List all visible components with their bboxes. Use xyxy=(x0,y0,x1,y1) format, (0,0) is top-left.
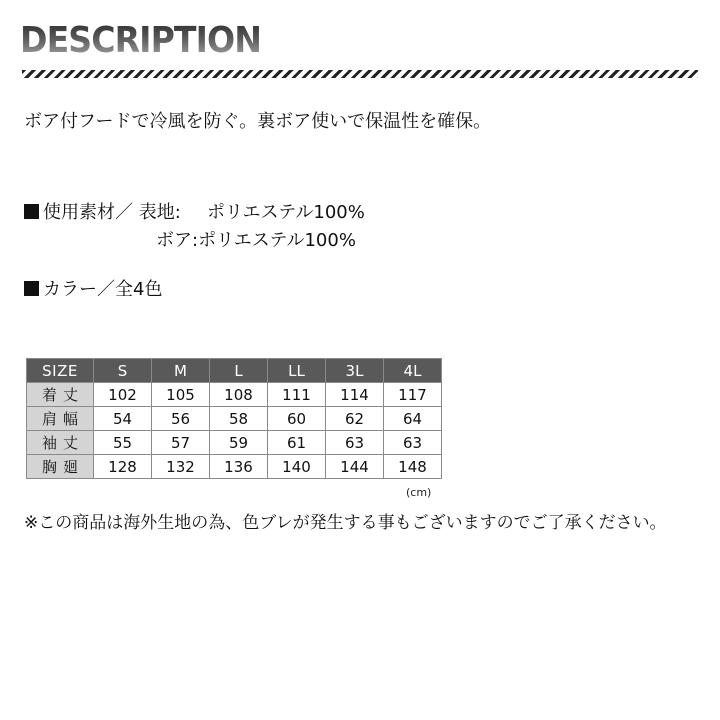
size-header-cell: M xyxy=(152,359,210,383)
materials-outer-value: ポリエステル100% xyxy=(207,202,365,223)
table-cell: 148 xyxy=(384,455,442,479)
table-cell: 144 xyxy=(326,455,384,479)
row-label: 着丈 xyxy=(27,383,94,407)
table-row xyxy=(27,383,442,407)
table-cell: 64 xyxy=(384,407,442,431)
table-cell: 54 xyxy=(94,407,152,431)
table-cell: 55 xyxy=(94,431,152,455)
table-cell: 58 xyxy=(210,407,268,431)
row-label: 袖丈 xyxy=(27,431,94,455)
table-cell: 61 xyxy=(268,431,326,455)
table-row xyxy=(27,431,442,455)
table-cell: 57 xyxy=(152,431,210,455)
table-cell: 56 xyxy=(152,407,210,431)
table-cell: 140 xyxy=(268,455,326,479)
table-cell: 63 xyxy=(384,431,442,455)
materials-label-line xyxy=(24,201,181,225)
unit-label: (cm) xyxy=(406,486,432,499)
materials-label: 使用素材／ 表地: xyxy=(43,202,181,223)
size-header-cell: 4L xyxy=(384,359,442,383)
table-cell: 132 xyxy=(152,455,210,479)
materials-boa-line xyxy=(156,229,356,253)
row-label: 肩幅 xyxy=(27,407,94,431)
product-intro: ボア付フードで冷風を防ぐ。裏ボア使いで保温性を確保。 xyxy=(24,111,492,132)
color-line xyxy=(24,278,162,302)
table-cell: 108 xyxy=(210,383,268,407)
heading-divider xyxy=(22,70,698,78)
table-cell: 114 xyxy=(326,383,384,407)
materials-outer-fabric xyxy=(207,201,365,225)
color-variance-note: ※この商品は海外生地の為、色ブレが発生する事もございますのでご了承ください。 xyxy=(24,513,667,533)
table-cell: 105 xyxy=(152,383,210,407)
bullet-square-icon xyxy=(24,281,39,296)
size-header-label: SIZE xyxy=(27,359,94,383)
page-title: DESCRIPTION xyxy=(20,14,261,68)
table-row xyxy=(27,407,442,431)
table-cell: 111 xyxy=(268,383,326,407)
size-header-cell: LL xyxy=(268,359,326,383)
bullet-square-icon xyxy=(24,204,39,219)
row-label: 胸廻 xyxy=(27,455,94,479)
table-cell: 63 xyxy=(326,431,384,455)
table-cell: 136 xyxy=(210,455,268,479)
size-table xyxy=(26,358,442,479)
color-text: カラー／全4色 xyxy=(43,279,163,300)
size-header-cell: S xyxy=(94,359,152,383)
size-header-cell: L xyxy=(210,359,268,383)
size-header-row xyxy=(27,359,442,383)
size-header-cell: 3L xyxy=(326,359,384,383)
table-row xyxy=(27,455,442,479)
table-cell: 128 xyxy=(94,455,152,479)
materials-boa-label: ボア: xyxy=(156,230,199,251)
materials-boa-value: ポリエステル100% xyxy=(198,230,356,251)
table-cell: 59 xyxy=(210,431,268,455)
table-cell: 117 xyxy=(384,383,442,407)
table-cell: 62 xyxy=(326,407,384,431)
table-cell: 102 xyxy=(94,383,152,407)
table-cell: 60 xyxy=(268,407,326,431)
